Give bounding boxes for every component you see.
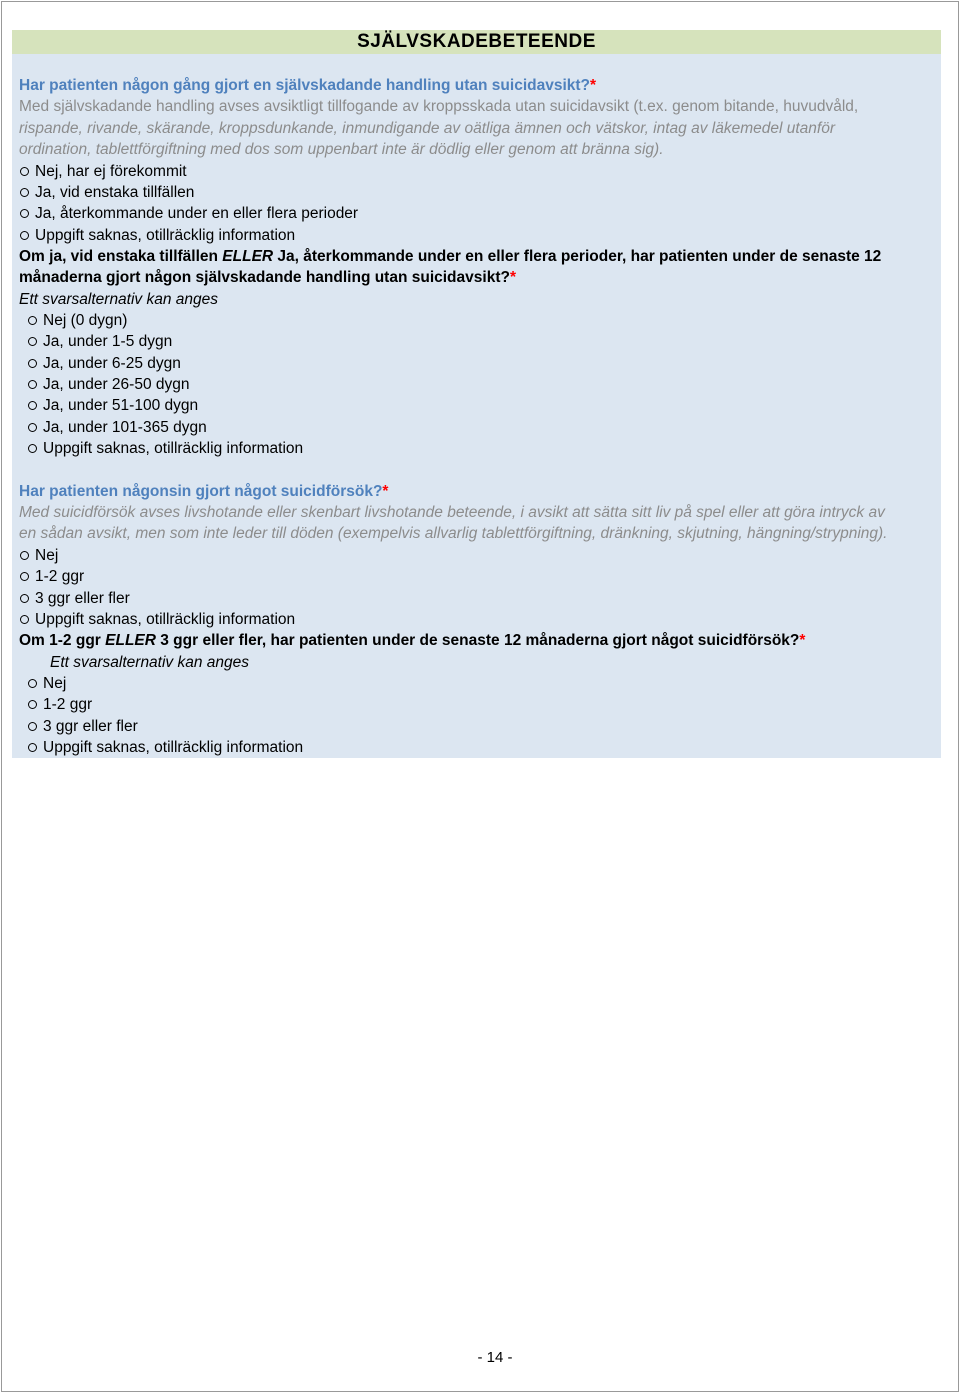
section-title: SJÄLVSKADEBETEENDE (357, 31, 596, 52)
q1-question-text: Har patienten någon gång gjort en självskadande handling utan suicidavsikt? (19, 77, 591, 94)
radio-button[interactable] (28, 380, 37, 389)
radio-button[interactable] (20, 231, 29, 240)
radio-button[interactable] (20, 551, 29, 560)
q2b-option-2[interactable] (27, 716, 138, 737)
radio-button[interactable] (20, 167, 29, 176)
required-mark: * (799, 632, 806, 649)
radio-button[interactable] (28, 401, 37, 410)
option-label: Nej (0 dygn) (43, 312, 128, 329)
q1b-option-4[interactable] (27, 395, 198, 416)
option-label: 1-2 ggr (35, 568, 85, 585)
q2-option-1[interactable] (19, 566, 84, 587)
q2-question (19, 481, 388, 502)
q1b-option-1[interactable] (27, 331, 172, 352)
q2b-question (19, 630, 805, 651)
required-mark: * (382, 483, 389, 500)
q1-description-line1: Med självskadande handling avses avsiktligt tillfogande av kroppsskada utan suicidavsikt (t.ex. genom bitande, huvudvåld, (19, 98, 859, 115)
q1b-option-5[interactable] (27, 417, 207, 438)
option-label: Ja, under 26-50 dygn (43, 376, 190, 393)
q2b-text-part2: 3 ggr eller fler, har patienten under de senaste 12 månaderna gjort något suicidförsök? (155, 632, 800, 649)
option-label: Nej (43, 675, 67, 692)
q2-description-line2: en sådan avsikt, men som inte leder till döden (exempelvis allvarlig tablettförgiftning, dränkning, skjutning, hängning/strypning). (19, 525, 888, 542)
radio-button[interactable] (28, 337, 37, 346)
option-label: Ja, återkommande under en eller flera perioder (35, 205, 359, 222)
q1b-hint: Ett svarsalternativ kan anges (19, 291, 219, 308)
option-label: 3 ggr eller fler (35, 590, 130, 607)
required-mark: * (590, 77, 597, 94)
q1-question (19, 75, 596, 96)
q2b-text-part1: Om 1-2 ggr (19, 632, 106, 649)
q1b-option-0[interactable] (27, 310, 127, 331)
radio-button[interactable] (20, 209, 29, 218)
option-label: Ja, under 51-100 dygn (43, 397, 199, 414)
radio-button[interactable] (20, 594, 29, 603)
q1b-text-part2: Ja, återkommande under en eller flera perioder, har patienten under de senaste 12 (273, 248, 882, 265)
option-label: Uppgift saknas, otillräcklig information (43, 739, 304, 756)
radio-button[interactable] (28, 722, 37, 731)
section-header (12, 30, 941, 54)
q2b-hint: Ett svarsalternativ kan anges (50, 654, 250, 671)
page-number: - 14 - (477, 1349, 513, 1366)
q1b-question-line1 (19, 246, 881, 267)
q2b-option-3[interactable] (27, 737, 303, 758)
q2b-option-1[interactable] (27, 694, 92, 715)
option-label: Ja, under 6-25 dygn (43, 355, 181, 372)
option-label: Uppgift saknas, otillräcklig information (43, 440, 304, 457)
q1b-option-6[interactable] (27, 438, 303, 459)
q2-question-text: Har patienten någonsin gjort något suicidförsök? (19, 483, 383, 500)
radio-button[interactable] (28, 316, 37, 325)
q1b-option-3[interactable] (27, 374, 190, 395)
q1-description-line3: ordination, tablettförgiftning med dos som uppenbart inte är dödlig eller genom att bränna sig). (19, 141, 664, 158)
q2-option-2[interactable] (19, 588, 130, 609)
option-label: Nej, har ej förekommit (35, 163, 187, 180)
q1b-option-2[interactable] (27, 353, 181, 374)
q2b-eller: ELLER (105, 632, 156, 649)
q1b-question-line2 (19, 267, 516, 288)
q1-option-aterkommande[interactable] (19, 203, 358, 224)
option-label: Uppgift saknas, otillräcklig information (35, 611, 296, 628)
option-label: Ja, under 101-365 dygn (43, 419, 207, 436)
option-label: Nej (35, 547, 59, 564)
radio-button[interactable] (28, 423, 37, 432)
q1b-text-part1: Om ja, vid enstaka tillfällen (19, 248, 223, 265)
q1-option-uppgift-saknas[interactable] (19, 225, 295, 246)
q2b-option-0[interactable] (27, 673, 66, 694)
radio-button[interactable] (20, 572, 29, 581)
q2-option-3[interactable] (19, 609, 295, 630)
q1-option-enstaka[interactable] (19, 182, 194, 203)
radio-button[interactable] (28, 743, 37, 752)
q1b-eller: ELLER (222, 248, 274, 265)
option-label: Ja, vid enstaka tillfällen (35, 184, 195, 201)
option-label: 1-2 ggr (43, 696, 93, 713)
q2-description-line1: Med suicidförsök avses livshotande eller skenbart livshotande beteende, i avsikt att sätta sitt liv på spel eller att göra intryck av (19, 504, 885, 521)
radio-button[interactable] (28, 679, 37, 688)
q2-option-0[interactable] (19, 545, 58, 566)
radio-button[interactable] (28, 444, 37, 453)
radio-button[interactable] (28, 700, 37, 709)
radio-button[interactable] (28, 359, 37, 368)
radio-button[interactable] (20, 615, 29, 624)
option-label: 3 ggr eller fler (43, 718, 138, 735)
option-label: Ja, under 1-5 dygn (43, 333, 173, 350)
required-mark: * (509, 269, 516, 286)
q1b-text-line2: månaderna gjort någon självskadande handling utan suicidavsikt? (19, 269, 510, 286)
radio-button[interactable] (20, 188, 29, 197)
q1-description-line2: rispande, rivande, skärande, kroppsdunkande, inmundigande av oätliga ämnen och vätskor, intag av läkemedel utanför (19, 120, 835, 137)
option-label: Uppgift saknas, otillräcklig information (35, 227, 296, 244)
q1-option-nej[interactable] (19, 161, 187, 182)
